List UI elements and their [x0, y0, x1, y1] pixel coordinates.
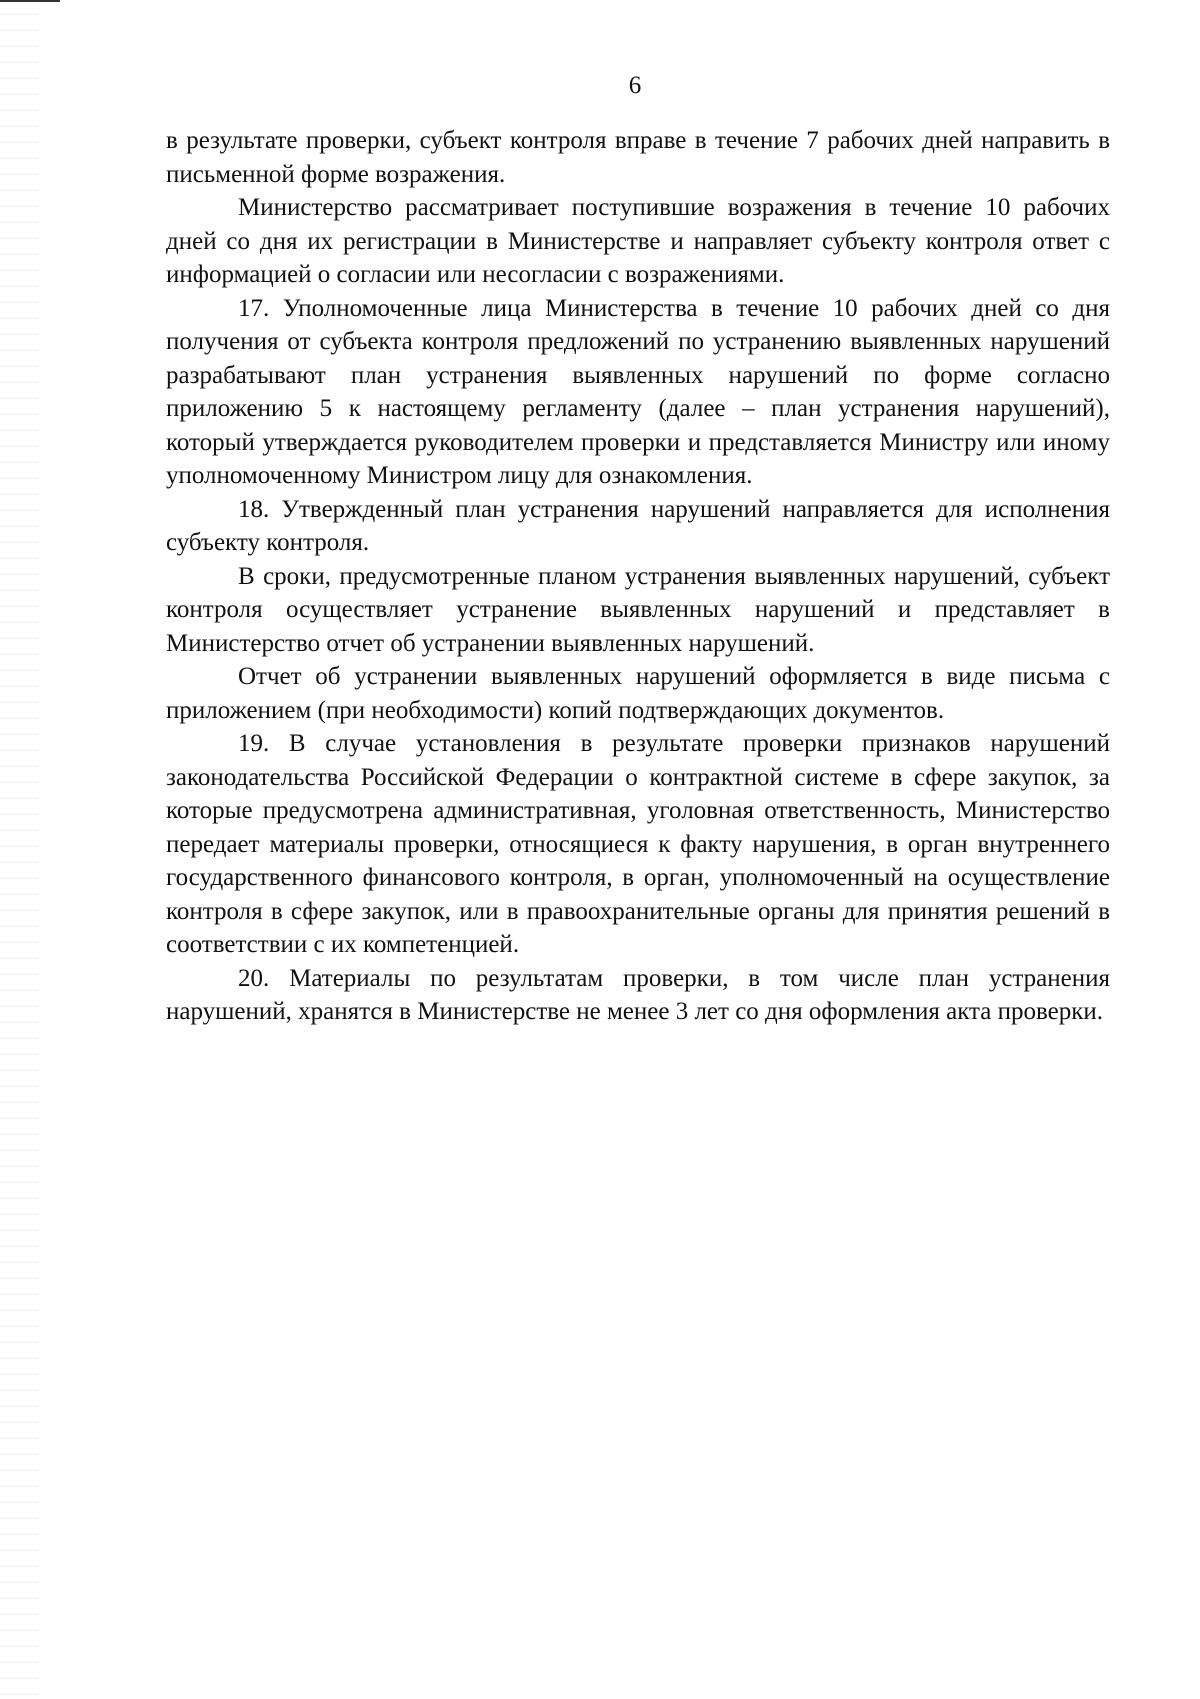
- paragraph-item-17: 17. Уполномоченные лица Министерства в течение 10 рабочих дней со дня получения от субъекта контроля предложений по устранению выявленных нарушений разрабатывают план устранения выявленных нарушений по форме согласно приложению 5 к настоящему регламенту (далее – план устранения нарушений), который утверждается руководителем проверки и представляется Министру или иному уполномоченному Министром лицу для ознакомления.: [166, 294, 1110, 489]
- document-body: [166, 124, 1110, 1029]
- paragraph-objections-review: Министерство рассматривает поступившие возражения в течение 10 рабочих дней со дня их регистрации в Министерстве и направляет субъекту контроля ответ с информацией о согласии или несогласии с возражениями.: [166, 194, 1110, 288]
- paragraph-elimination-deadlines: В сроки, предусмотренные планом устранения выявленных нарушений, субъект контроля осуществляет устранение выявленных нарушений и представляет в Министерство отчет об устранении выявленных нарушений.: [166, 562, 1110, 657]
- scan-edge-artifact: [0, 0, 38, 1699]
- paragraph-item-18: 18. Утвержденный план устранения нарушений направляется для исполнения субъекту контроля.: [166, 495, 1110, 556]
- paragraph-item-19: 19. В случае установления в результате проверки признаков нарушений законодательства Российской Федерации о контрактной системе в сфере закупок, за которые предусмотрена административная, уголовная ответственность, Министерство передает материалы проверки, относящиеся к факту нарушения, в орган внутреннего государственного финансового контроля, в орган, уполномоченный на осуществление контроля в сфере закупок, или в правоохранительные органы для принятия решений в соответствии с их компетенцией.: [166, 730, 1110, 958]
- scan-top-mark: [0, 0, 60, 2]
- page-number: 6: [628, 72, 642, 99]
- paragraph-report-format: Отчет об устранении выявленных нарушений оформляется в виде письма с приложением (при необходимости) копий подтверждающих документов.: [166, 663, 1110, 724]
- paragraph-continuation: в результате проверки, субъект контроля вправе в течение 7 рабочих дней направить в письменной форме возражения.: [166, 127, 1110, 188]
- paragraph-item-20: 20. Материалы по результатам проверки, в том числе план устранения нарушений, хранятся в Министерстве не менее 3 лет со дня оформления акта проверки.: [166, 964, 1110, 1025]
